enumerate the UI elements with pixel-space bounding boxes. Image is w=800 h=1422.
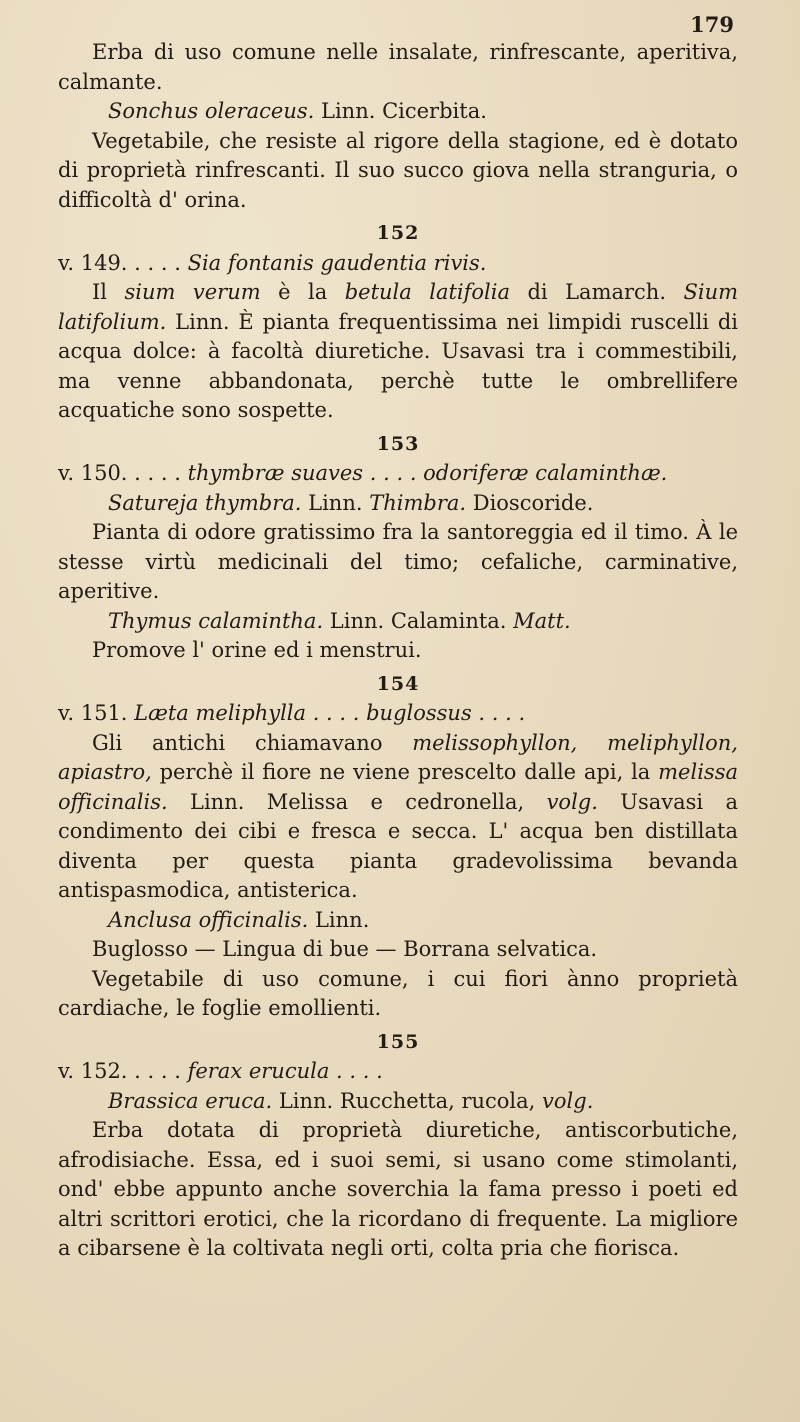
verse-quote: ferax erucula . . . . — [187, 1059, 383, 1083]
species-line-153-b — [58, 607, 738, 637]
species-name: Satureja thymbra. — [108, 490, 302, 515]
intro-paragraph-1: Erba di uso comune nelle insalate, rinfrescante, aperitiva, calmante. — [58, 40, 738, 94]
text-run: Linn. — [308, 907, 370, 932]
species-name: Brassica eruca. — [108, 1088, 273, 1113]
commentary-153-b: Promove l' orine ed i menstrui. — [92, 638, 422, 662]
latin-term: Matt. — [513, 608, 571, 633]
verse-ref: v. 150. . . . . — [58, 461, 188, 485]
verse-ref: v. 149. . . . . — [58, 250, 188, 275]
text-run: Linn. Melissa e cedronella, — [167, 789, 547, 814]
latin-term: Sium latifolium. — [58, 280, 739, 334]
text-run: Linn. Calaminta. — [323, 608, 514, 633]
latin-term: melissophyllon, meliphyllon, apiastro, — [58, 730, 738, 784]
section-number-152: 152 — [376, 222, 420, 244]
latin-term: Thimbra. — [369, 490, 467, 515]
commentary-152 — [58, 278, 738, 426]
intro-paragraph-2: Vegetabile, che resiste al rigore della stagione, ed è dotato di proprietà rinfrescanti. Il suo succo giova nella stranguria, o difficoltà d' orina. — [58, 128, 738, 212]
commentary-154-b: Buglosso — Lingua di bue — Borrana selvatica. — [92, 937, 598, 961]
page-number: 179 — [690, 12, 734, 37]
latin-term: sium verum — [124, 280, 261, 304]
section-number-153: 153 — [376, 432, 420, 455]
text-run: è la — [260, 280, 345, 304]
latin-term: volg. — [542, 1088, 594, 1113]
species-line-154 — [58, 906, 738, 936]
commentary-154-c: Vegetabile di uso comune, i cui fiori ànno proprietà cardiache, le foglie emollienti. — [58, 966, 738, 1020]
species-line-153-a — [58, 489, 738, 519]
species-name: Sonchus oleraceus. — [108, 99, 315, 123]
commentary-155: Erba dotata di proprietà diuretiche, antiscorbutiche, afrodisiache. Essa, ed i suoi semi, si usano come stimolanti, ond' ebbe appunto anche soverchia la fama presso i poeti ed altri scrittori erotici, che la ricordano di frequente. La migliore a cibarsene è la coltivata negli orti, colta pria che fiorisca. — [58, 1118, 738, 1260]
book-page — [58, 12, 738, 1274]
verse-line-152 — [58, 249, 738, 279]
section-number-154: 154 — [376, 672, 420, 695]
text-run: Linn. Rucchetta, rucola, — [272, 1088, 543, 1113]
text-run: perchè il fiore ne viene prescelto dalle api, la — [151, 760, 659, 784]
text-run: Usavasi a condimento dei cibi e fresca e secca. L' acqua ben distillata diventa per questa pianta gradevolissima bevanda antispasmodica, antisterica. — [58, 789, 738, 902]
species-name: Anclusa officinalis. — [108, 907, 309, 932]
verse-line-153 — [58, 459, 738, 489]
verse-line-154 — [58, 699, 738, 729]
latin-term: melissa officinalis. — [58, 760, 738, 814]
section-number-155: 155 — [376, 1030, 420, 1053]
text-run: Gli antichi chiamavano — [92, 730, 413, 755]
latin-term: volg. — [546, 789, 598, 814]
verse-quote: Læta meliphylla . . . . buglossus . . . . — [134, 701, 526, 725]
commentary-153: Pianta di odore gratissimo fra la santoreggia ed il timo. À le stesse virtù medicinali del timo; cefaliche, carminative, aperitive. — [58, 520, 738, 603]
text-run: Il — [92, 280, 125, 304]
verse-quote: Sia fontanis gaudentia rivis. — [187, 250, 487, 275]
verse-line-155 — [58, 1057, 738, 1087]
text-run: Linn. È pianta frequentissima nei limpidi ruscelli di acqua dolce: à facoltà diuretiche. Usavasi tra i commestibili, ma venne abbandonata, perchè tutte le ombrellifere acquatiche sono sospette. — [58, 309, 738, 422]
intro-species-line — [58, 97, 738, 127]
commentary-154 — [58, 729, 738, 906]
species-name: Thymus calamintha. — [108, 608, 324, 633]
verse-ref: v. 152. . . . . — [58, 1059, 188, 1083]
page-bottom-margin — [58, 1264, 738, 1274]
text-run: di Lamarch. — [510, 280, 684, 304]
verse-quote: thymbræ suaves . . . . odoriferæ calaminthæ. — [187, 461, 668, 485]
text-run: Linn. — [301, 490, 370, 515]
verse-ref: v. 151. — [58, 701, 135, 725]
species-common: Linn. Cicerbita. — [314, 99, 487, 123]
text-run: Dioscoride. — [466, 490, 594, 515]
species-line-155 — [58, 1087, 738, 1117]
latin-term: betula latifolia — [344, 280, 511, 304]
